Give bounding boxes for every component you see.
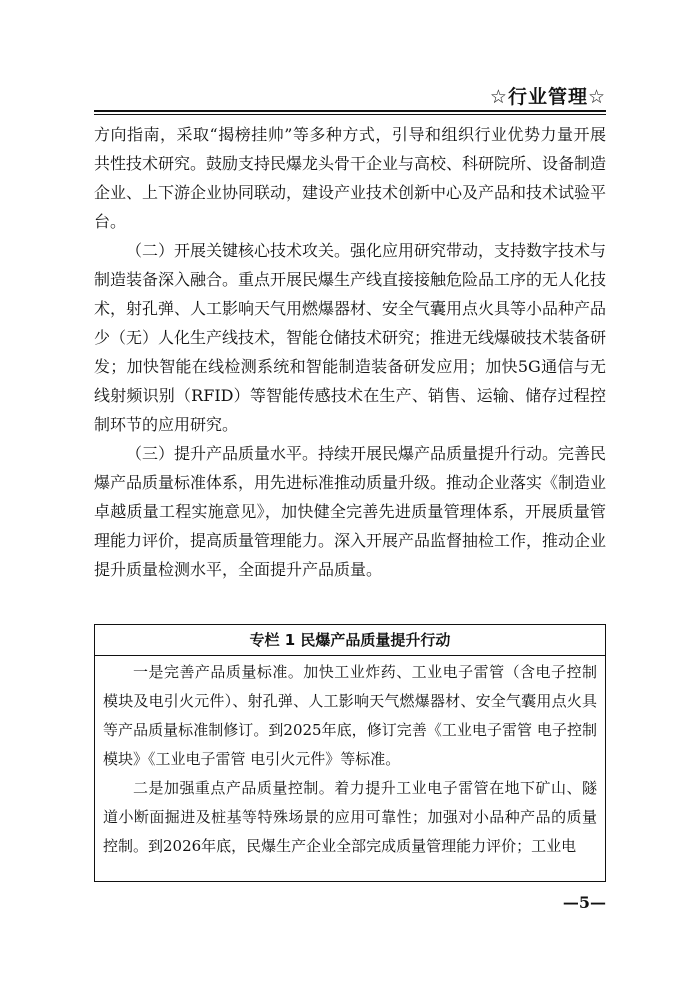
paragraph-product-quality: （三）提升产品质量水平。持续开展民爆产品质量提升行动。完善民爆产品质量标准体系，用先进标准推动质量升级。推动企业落实《制造业卓越质量工程实施意见》，加快健全完善先进质量管理体系，开展质量管理能力评价，提高质量管理能力。深入开展产品监督抽检工作，推动企业提升质量检测水平，全面提升产品质量。 [94,444,607,579]
paragraph-continued: 方向指南，采取“揭榜挂帅”等多种方式，引导和组织行业优势力量开展共性技术研究。鼓励支持民爆龙头骨干企业与高校、科研院所、设备制造企业、上下游企业协同联动，建设产业技术创新中心及产品和技术试验平台。 [94,125,607,231]
column-paragraph-quality-control: 二是加强重点产品质量控制。着力提升工业电子雷管在地下矿山、隧道小断面掘进及桩基等特殊场景的应用可靠性；加强对小品种产品的质量控制。到2026年底，民爆生产企业全部完成质量管理能力评价；工业电 [103,779,597,855]
paragraph-key-technology: （二）开展关键核心技术攻关。强化应用研究带动，支持数字技术与制造装备深入融合。重点开展民爆生产线直接接触危险品工序的无人化技术，射孔弹、人工影响天气用燃爆器材、安全气囊用点火具等小品种产品少（无）人化生产线技术，智能仓储技术研究；推进无线爆破技术装备研发；加快智能在线检测系统和智能制造装备研发应用；加快5G通信与无线射频识别（RFID）等智能传感技术在生产、销售、运输、储存过程控制环节的应用研究。 [94,241,607,434]
column-box-body [95,656,605,861]
column-box-title: 专栏 1 民爆产品质量提升行动 [95,625,605,656]
column-paragraph-standards: 一是完善产品质量标准。加快工业炸药、工业电子雷管（含电子控制模块及电引火元件）、射孔弹、人工影响天气燃爆器材、安全气囊用点火具等产品质量标准制修订。到2025年底，修订完善《工业电子雷管 电子控制模块》《工业电子雷管 电引火元件》等标准。 [103,663,597,768]
column-box [94,624,606,882]
main-text [94,120,606,584]
header-divider [94,110,606,115]
page-number: —5— [562,893,606,912]
section-header-title: ☆行业管理☆ [489,86,606,108]
